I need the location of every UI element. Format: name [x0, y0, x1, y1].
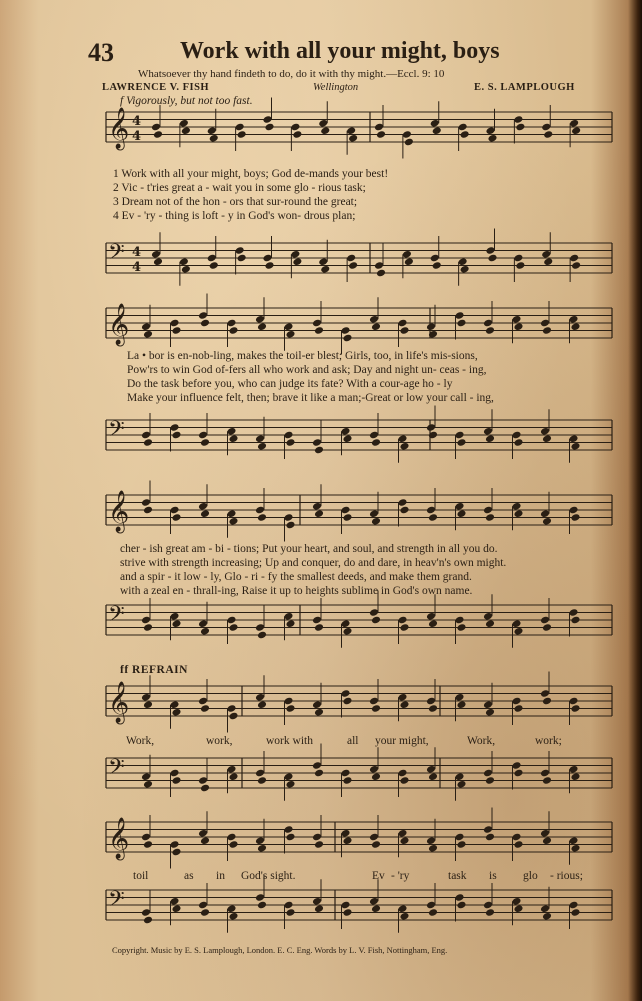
note-head — [371, 704, 381, 713]
lyric-line: La • bor is en-nob-ling, makes the toil-er blest; Girls, too, in life's mis-sions, — [127, 350, 478, 362]
note-head — [143, 916, 153, 925]
note-head — [432, 261, 442, 270]
scripture-epigraph: Whatsoever thy hand findeth to do, do it with thy might.—Eccl. 9: 10 — [138, 68, 445, 80]
note-head — [485, 776, 495, 785]
lyric-line: strive with strength increasing; Up and conquer, do and dare, in heav'n's own might. — [120, 557, 507, 569]
lyric-line: 4 Ev - 'ry - thing is loft - y in God's won- drous plan; — [113, 210, 356, 222]
time-signature-top: 4 — [132, 245, 142, 260]
note-head — [570, 844, 580, 853]
note-head — [456, 780, 466, 789]
note-head — [428, 772, 438, 781]
note-head — [143, 700, 153, 709]
refrain-word: is — [489, 870, 497, 882]
note-head — [171, 708, 181, 717]
note-head — [285, 833, 295, 842]
note-head — [143, 506, 153, 515]
note-head — [342, 334, 352, 343]
treble-clef-icon: 𝄞 — [108, 108, 130, 149]
note-head — [485, 513, 495, 522]
note-head — [342, 434, 352, 443]
note-head — [513, 904, 523, 913]
note-head — [314, 708, 324, 717]
note-head — [314, 769, 324, 778]
note-head — [485, 708, 495, 717]
note-head — [485, 434, 495, 443]
note-head — [237, 130, 247, 139]
lyric-line: Pow'rs to win God of-fers all who work and ask; Day and night un- ceas - ing, — [127, 364, 487, 376]
note-head — [171, 513, 181, 522]
note-head — [513, 322, 523, 331]
note-head — [200, 784, 210, 793]
note-head — [342, 513, 352, 522]
note-head — [371, 772, 381, 781]
note-head — [371, 904, 381, 913]
refrain-word: Ev — [372, 870, 385, 882]
note-head — [285, 704, 295, 713]
lyric-line: Do the task before you, who can judge its fate? With a cour-age ho - ly — [127, 378, 453, 390]
note-head — [143, 330, 153, 339]
note-head — [342, 697, 352, 706]
note-head — [485, 833, 495, 842]
refrain-marking: ff REFRAIN — [120, 664, 188, 676]
refrain-word: Work, — [126, 735, 155, 747]
note-head — [371, 322, 381, 331]
bass-clef-icon: 𝄢 — [108, 417, 125, 447]
refrain-word: - 'ry — [391, 870, 410, 882]
note-head — [285, 521, 295, 530]
note-head — [428, 704, 438, 713]
note-head — [570, 704, 580, 713]
note-head — [428, 513, 438, 522]
refrain-word: glo — [523, 870, 538, 882]
note-head — [228, 517, 238, 526]
note-head — [228, 326, 238, 335]
note-head — [456, 509, 466, 518]
note-head — [143, 840, 153, 849]
refrain-word: task — [448, 870, 467, 882]
note-head — [399, 836, 409, 845]
note-head — [200, 627, 210, 636]
note-head — [542, 623, 552, 632]
lyric-line: Make your influence felt, then; brave it like a man;-Great or low your call - ing, — [127, 392, 494, 404]
note-head — [543, 257, 553, 266]
note-head — [257, 322, 267, 331]
note-head — [513, 438, 523, 447]
refrain-word: - rious; — [550, 870, 583, 882]
note-head — [257, 513, 267, 522]
note-head — [428, 619, 438, 628]
refrain-word: work; — [535, 735, 562, 747]
bass-clef-icon: 𝄢 — [108, 887, 125, 917]
note-head — [209, 134, 219, 143]
note-head — [542, 697, 552, 706]
note-head — [228, 840, 238, 849]
lyric-line: cher - ish great am - bi - tions; Put your heart, and soul, and strength in all you do. — [120, 543, 498, 555]
note-head — [228, 712, 238, 721]
bass-clef-icon: 𝄢 — [108, 602, 125, 632]
tune-name: Wellington — [313, 82, 359, 93]
note-head — [237, 254, 247, 263]
note-head — [542, 434, 552, 443]
note-head — [143, 780, 153, 789]
copyright-line: Copyright. Music by E. S. Lamplough, London. E. C. Eng. Words by L. V. Fish, Nottingham, Eng. — [112, 945, 448, 955]
note-head — [513, 769, 523, 778]
note-head — [181, 265, 191, 274]
note-head — [285, 619, 295, 628]
note-head — [371, 840, 381, 849]
note-head — [570, 616, 580, 625]
note-head — [342, 908, 352, 917]
note-head — [171, 848, 181, 857]
note-head — [404, 138, 414, 147]
note-head — [399, 776, 409, 785]
note-head — [487, 254, 497, 263]
hymn-number: 43 — [88, 38, 114, 67]
note-head — [320, 265, 330, 274]
note-head — [153, 257, 163, 266]
treble-clef-icon: 𝄞 — [108, 304, 130, 345]
note-head — [571, 126, 581, 135]
note-head — [348, 261, 358, 270]
note-head — [228, 772, 238, 781]
lyric-line: 3 Dream not of the hon - ors that sur-round the great; — [113, 196, 358, 208]
note-head — [513, 704, 523, 713]
note-head — [320, 126, 330, 135]
note-head — [171, 326, 181, 335]
note-head — [513, 840, 523, 849]
note-head — [342, 836, 352, 845]
treble-clef-icon: 𝄞 — [108, 491, 130, 532]
note-head — [314, 509, 324, 518]
note-head — [404, 257, 414, 266]
note-head — [314, 326, 324, 335]
note-head — [314, 446, 324, 455]
note-head — [571, 261, 581, 270]
note-head — [432, 126, 442, 135]
refrain-word: as — [184, 870, 194, 882]
lyric-line: and a spir - it low - ly, Glo - ri - fy the smallest deeds, and make them grand. — [120, 571, 472, 583]
refrain-word: toil — [133, 870, 149, 882]
note-head — [399, 623, 409, 632]
time-signature-bottom: 4 — [132, 260, 142, 275]
refrain-word: Work, — [467, 735, 496, 747]
note-head — [399, 326, 409, 335]
note-head — [456, 623, 466, 632]
note-head — [570, 322, 580, 331]
lyric-line: 2 Vic - t'ries great a - wait you in some glo - rious task; — [113, 182, 366, 194]
note-head — [376, 269, 386, 278]
note-head — [285, 780, 295, 789]
time-signature-top: 4 — [132, 114, 142, 129]
note-head — [570, 442, 580, 451]
note-head — [428, 844, 438, 853]
note-head — [376, 130, 386, 139]
note-head — [371, 517, 381, 526]
note-head — [456, 438, 466, 447]
note-head — [264, 123, 274, 132]
note-head — [542, 836, 552, 845]
note-head — [314, 623, 324, 632]
note-head — [542, 326, 552, 335]
note-head — [542, 517, 552, 526]
note-head — [171, 776, 181, 785]
note-head — [487, 134, 497, 143]
note-head — [209, 261, 219, 270]
note-head — [257, 442, 267, 451]
note-head — [314, 840, 324, 849]
note-head — [292, 130, 302, 139]
refrain-word: your might, — [375, 735, 429, 747]
note-head — [264, 261, 274, 270]
note-head — [228, 912, 238, 921]
note-head — [515, 123, 525, 132]
note-head — [228, 623, 238, 632]
note-head — [399, 700, 409, 709]
note-head — [143, 438, 153, 447]
note-head — [485, 619, 495, 628]
note-head — [543, 130, 553, 139]
note-head — [257, 776, 267, 785]
treble-clef-icon: 𝄞 — [108, 682, 130, 723]
lyric-line: with a zeal en - thrall-ing, Raise it up to heights sublime in God's own name. — [120, 585, 473, 597]
note-head — [399, 912, 409, 921]
note-head — [285, 330, 295, 339]
note-head — [570, 772, 580, 781]
note-head — [542, 912, 552, 921]
note-head — [143, 623, 153, 632]
refrain-word: work with — [266, 735, 313, 747]
note-head — [485, 326, 495, 335]
note-head — [285, 438, 295, 447]
note-head — [515, 261, 525, 270]
note-head — [399, 442, 409, 451]
refrain-word: all — [347, 735, 359, 747]
note-head — [200, 836, 210, 845]
note-head — [200, 704, 210, 713]
note-head — [292, 257, 302, 266]
note-head — [171, 904, 181, 913]
lyric-line: 1 Work with all your might, boys; God de-mands your best! — [113, 168, 389, 180]
note-head — [257, 631, 267, 640]
treble-clef-icon: 𝄞 — [108, 818, 130, 859]
bass-clef-icon: 𝄢 — [108, 755, 125, 785]
hymn-title: Work with all your might, boys — [180, 38, 500, 64]
note-head — [342, 776, 352, 785]
note-head — [314, 904, 324, 913]
note-head — [285, 908, 295, 917]
note-head — [371, 438, 381, 447]
note-head — [342, 627, 352, 636]
note-head — [200, 908, 210, 917]
note-head — [460, 130, 470, 139]
note-head — [513, 627, 523, 636]
refrain-word: God's sight. — [241, 870, 296, 882]
time-signature-bottom: 4 — [132, 129, 142, 144]
note-head — [485, 908, 495, 917]
note-head — [428, 908, 438, 917]
note-head — [257, 844, 267, 853]
bass-clef-icon: 𝄢 — [108, 240, 125, 270]
note-head — [456, 319, 466, 328]
note-head — [456, 700, 466, 709]
note-head — [570, 513, 580, 522]
author-credit: LAWRENCE V. FISH — [102, 82, 210, 93]
note-head — [460, 265, 470, 274]
note-head — [371, 616, 381, 625]
note-head — [542, 776, 552, 785]
refrain-word: in — [216, 870, 225, 882]
note-head — [399, 506, 409, 515]
refrain-word: work, — [206, 735, 233, 747]
note-head — [200, 438, 210, 447]
note-head — [257, 901, 267, 910]
note-head — [348, 134, 358, 143]
note-head — [513, 509, 523, 518]
note-head — [456, 901, 466, 910]
note-head — [228, 434, 238, 443]
composer-credit: E. S. LAMPLOUGH — [474, 82, 575, 93]
note-head — [200, 509, 210, 518]
note-head — [171, 619, 181, 628]
note-head — [570, 908, 580, 917]
note-head — [456, 840, 466, 849]
note-head — [181, 126, 191, 135]
note-head — [171, 431, 181, 440]
tempo-marking: f Vigorously, but not too fast. — [120, 95, 253, 107]
note-head — [257, 700, 267, 709]
note-head — [200, 319, 210, 328]
note-head — [153, 130, 163, 139]
